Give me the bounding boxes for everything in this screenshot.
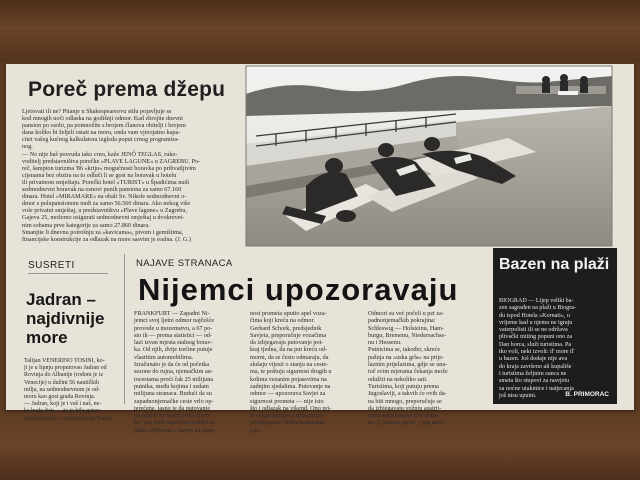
text-line: nu i Hessenu. [368, 339, 402, 347]
susreti-article [18, 254, 125, 422]
wood-table-background-top [0, 0, 640, 62]
text-line: BIOGRAD — Lijep veliki ba- [499, 298, 574, 304]
text-line: Smanjite li dnevnu potrošnju za »kavicama«, pivom i gemištima, [22, 228, 184, 236]
text-line: nog. [22, 143, 33, 151]
text-line: ma, te poštuju sigurnost drugih u [250, 368, 332, 376]
text-line: još nisu uputni. [499, 392, 537, 399]
text-line: nost prometa uputio apel voza- [250, 310, 327, 317]
text-line: Izračunato je da će od početka [134, 361, 210, 369]
text-line: Putnicima se, također, skreće [368, 346, 441, 354]
text-line: zapadnonjemačke ceste vrlo op- [134, 397, 214, 405]
text-line: du ispod Hotela »Kornati«, u [499, 312, 570, 319]
text-line: sto ih — prema statistici — od- [134, 331, 213, 339]
text-line: u bazen. Još dodaje nije ava [499, 356, 568, 363]
text-line: ciju. [250, 426, 261, 434]
text-line: ko, već pred najvećim poslovi ni [134, 419, 215, 427]
text-line: pažnja na »uska grla« na prije- [368, 353, 445, 361]
text-line: reč, šampion turizma '86 »kriju« mogućnosti boravka po prihvatljivim [22, 164, 196, 172]
newspaper-clipping [6, 64, 634, 434]
text-line: financijske konstrukcije za odlazak na more sasvim je realna. (J. G.) [22, 235, 191, 243]
text-line: Jugoslaviji, a takvih će ovih da- [368, 390, 447, 398]
text-line: što i odlazak na vikend. Ono pri- [250, 404, 332, 412]
text-line: FRANKFURT — Zapadni Ni- [134, 310, 210, 317]
text-line: Venecije) u dužini 56 nautičkih [24, 379, 99, 386]
text-line: vole privatni smještaj, u predstavništvu »Plave lagune« u Zagrebu, [22, 207, 187, 215]
text-line: Turistima, koji putuju prema [368, 382, 439, 390]
text-line: Schleswig — Holsteinu, Ham- [368, 324, 444, 332]
text-line: čima koji kreću na odmor. [250, 317, 315, 325]
text-line: tocestama proći čak 25 milijuna [134, 375, 214, 383]
text-line: Odmori su već počeli u pet za- [368, 310, 444, 317]
article-column-2 [250, 310, 362, 434]
porec-body [22, 108, 242, 243]
author-signature: B. PRIMORAC [565, 391, 609, 398]
text-line: milja, na sedmodnevnom je od- [24, 386, 100, 393]
text-line: putnika, među kojima i sedam [134, 382, 209, 390]
text-line: tko voli, neki izvoli: il' more il' [499, 349, 575, 356]
text-line: sezone do rujna, njemačkim au- [134, 368, 213, 376]
text-line: plivački miting popuni ono za [499, 334, 573, 341]
text-line: provode u inozemstvu, a 67 po- [134, 324, 213, 332]
text-line: na odmor ne može proći ni pri- [134, 412, 211, 420]
bazen-headline: Bazen na plaži [499, 256, 610, 273]
text-line: dinara. Hotel »MIRAMARE« na obali Sv. Nikole sedmodnevni o- [22, 193, 187, 201]
text-line: sedmodnevni boravak na osnovi punih pansiona za samo 67.160 [22, 186, 182, 194]
text-line: do kraja završeno ali kupališe [499, 363, 572, 370]
section-label: SUSRETI [28, 260, 108, 274]
text-line: Dan borca, služi turistima. Pa [499, 341, 572, 348]
text-line: zadnjim sjedalima. Putovanje na [250, 382, 331, 390]
article-column-1 [134, 310, 244, 434]
text-line: odmor — upozorava Savjet za [250, 390, 326, 398]
text-line: odužiti na nekoliko sati. [368, 375, 428, 383]
jadran-headline: Jadran – najdivnije more [26, 290, 105, 347]
article-column-3 [368, 310, 486, 427]
text-line: kolima vezanim pojasevima na [250, 375, 327, 383]
text-line: Talijan VENERINO TOSINI, ko- [24, 358, 105, 364]
text-line: voditelj predstavništva porečke »PLAVE LAGUNE« u ZAGREBU. Po- [22, 157, 201, 165]
text-line: padnonjemačkih pokrajina: [368, 317, 436, 325]
bazen-body [499, 298, 613, 400]
text-line: je svega zahtijeva tjelesnu pri- [250, 412, 326, 420]
text-line: terećene, jasno je da putovanje [134, 404, 211, 412]
text-line: slušaju vijesti o stanju na ceste- [250, 361, 329, 369]
text-line: Gerhard Schork, predsjednik [250, 324, 322, 332]
text-line: Gajeva 25, možemo osigurati sedmodnevni smještaj u dvokrevet- [22, 214, 185, 222]
porec-article [16, 68, 244, 248]
text-line: Ljetovati ili ne? Pitanje u Shakespeareovu stilu pojavljuje se [22, 108, 172, 115]
text-line: jemci svoj ljetni odmor najčešće [134, 317, 215, 325]
text-line: citet vašeg kućnog kalkulatora izgleda poput crnog programira- [22, 136, 180, 144]
nijemci-headline: Nijemci upozoravaju [138, 272, 459, 307]
nijemci-article [128, 254, 488, 434]
text-line: ina maratona — rekao nam je Tosini. [24, 415, 113, 422]
bazen-article [493, 248, 617, 404]
text-line: jedan »Nijemac« Savjet za sigur- [134, 426, 217, 434]
text-line: premljenost i dobru koncentra- [250, 419, 327, 427]
beach-photo [246, 66, 612, 246]
text-line: toč svim mjerama čekanja može [368, 368, 448, 376]
text-line: ili privatnom smještaju. Porečki hotel »TURIST« u Špadićima nudi [22, 178, 190, 186]
text-line: burgu, Bremenu, Niedersachse- [368, 331, 447, 339]
text-line: lazi izvan mjesta stalnog borav- [134, 339, 213, 347]
text-line: milijuna stranaca. Budući da su [134, 390, 212, 398]
text-line: i turistima željnim sunca ne [499, 370, 567, 377]
text-line: vlastitim automobilima. [134, 353, 194, 361]
text-line: na biti mnogo, preporučuje se [368, 397, 442, 405]
article-kicker: NAJAVE STRANACA [136, 258, 233, 269]
text-line: skim autocestama u to doba- [368, 412, 439, 420]
text-line: morni, da se često odmaraju, da [250, 353, 329, 361]
text-line: vaterpolisti ili se ne održava [499, 327, 568, 334]
text-line: — No nije baš posvuda tako crno, kaže JENŐ TEGLAS, ruko- [22, 150, 178, 158]
jadran-body [24, 358, 122, 423]
text-line: vrijeme kad u njemu ne igraju [499, 319, 573, 326]
porec-headline: Poreč prema džepu [28, 78, 226, 101]
text-line: dmor s polupansionom nudi za samo 56.560 dinara. Ako nekog više [22, 200, 191, 208]
text-line: Savjeta, preporučuje vozačima [250, 331, 327, 339]
text-line: ka bude čist: — to je bilo gotov- [24, 408, 102, 415]
text-line: kraj tjedna, da na put kreću od- [250, 346, 328, 354]
text-line: da izbjegavaju vožnju austrij- [368, 404, 442, 412]
text-line: moru kao gost grada Rovinja. [24, 394, 96, 401]
text-line: zen sagrađen na plaži u Biogra- [499, 305, 576, 312]
text-line: na. U pravcu sjever – jug naro- [368, 419, 445, 427]
text-line: kod mnogih uoči odlaska na godišnji odmor. Kad zbrojite dnevni [22, 115, 183, 123]
text-line: sigurnost prometa — nije isto [250, 397, 324, 405]
text-line: ji je u lipnju proputovao Jadran od [24, 365, 107, 372]
text-line: pansion po osobi, pa pomnožite s brojem članova obitelji i brojem [22, 122, 186, 130]
text-line: smeta što stupovi za rasvjetu [499, 378, 570, 385]
sunbathers-image [246, 66, 612, 246]
text-line: cijenama bez obzira na to odluči li se gost na boravak u hotelu [22, 171, 177, 179]
text-line: nim sobama prve kategorije za samo 27.860 dinara. [22, 221, 150, 229]
text-line: — Jadran, koji je i vaš i naš, ne- [24, 401, 102, 408]
text-line: dana koliko bi željeli ostati na moru, onda vam vjerojatno kapa- [22, 129, 181, 137]
text-line: Rovinja do Albanije (rodom je iz [24, 372, 104, 379]
text-line: laznim prijelazima, gdje se una- [368, 361, 448, 369]
text-line: za noćne utakmice i natjecanja [499, 385, 574, 392]
text-line: ka. Od njih, dvije trećine putuje [134, 346, 213, 354]
text-line: da izbjegavaju putovanje pot- [250, 339, 324, 347]
